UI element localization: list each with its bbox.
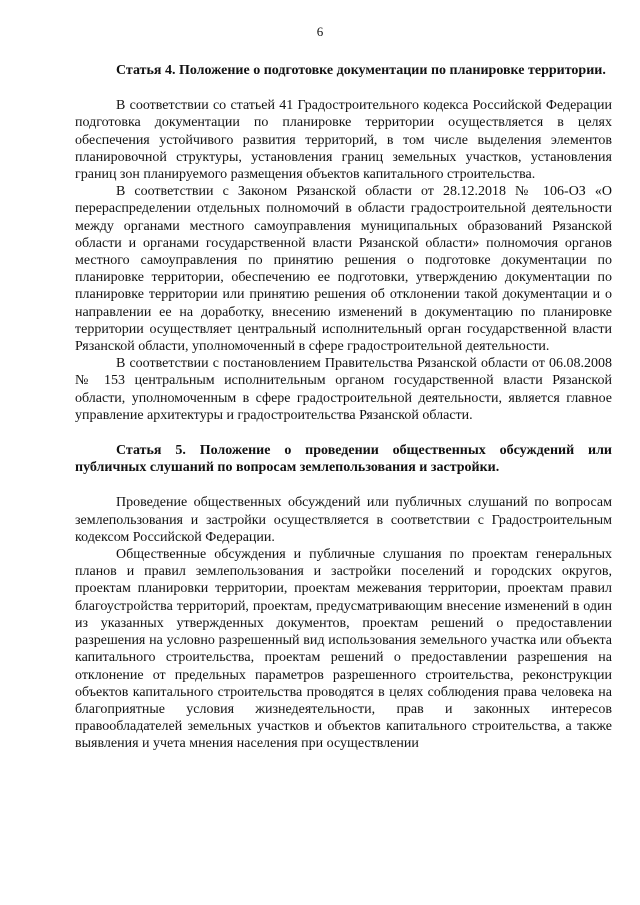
spacer [75,79,612,97]
article-4-paragraph: В соответствии со статьей 41 Градостроительного кодекса Российской Федерации подготовка документации по планировке территории осуществляется в целях обеспечения устойчивого развития территорий, в том числе выделения элементов планировочной структуры, установления границ земельных участков, установления границ зон планируемого размещения объектов капитального строительства. [75,98,612,183]
article-5-heading: Статья 5. Положение о проведении общественных обсуждений или публичных слушаний по вопросам землепользования и застройки. [75,443,612,476]
article-4-paragraph: В соответствии с Законом Рязанской области от 28.12.2018 № 106-ОЗ «О перераспределении отдельных полномочий в области градостроительной деятельности между органами местного самоуправления муниципальных образований Рязанской области и органами государственной власти Рязанской области» полномочия органов местного самоуправления по принятию решения о подготовке документации по планировке территории, обеспечению ее подготовки, утверждению документации по планировке территории или принятию решения об отклонении такой документации и о направлении ее на доработку, внесению изменений в документацию по планировке территории осуществляет центральный исполнительный орган государственной власти Рязанской области, уполномоченный в сфере градостроительной деятельности. [75,184,612,355]
spacer [75,476,612,494]
spacer [75,424,612,442]
article-5-paragraph: Проведение общественных обсуждений или публичных слушаний по вопросам землепользования и застройки осуществляется в соответствии с Градостроительным кодексом Российской Федерации. [75,495,612,545]
article-4-heading: Статья 4. Положение о подготовке документации по планировке территории. [116,63,606,78]
page-content [75,62,612,753]
article-5-paragraph: Общественные обсуждения и публичные слушания по проектам генеральных планов и правил землепользования и застройки поселений и городских округов, проектам планировки территории, проектам межевания территории, проектам правил благоустройства территорий, проектам, предусматривающим внесение изменений в один из указанных утвержденных документов, проектам решений о предоставлении разрешения на условно разрешенный вид использования земельного участка или объекта капитального строительства, проектам решений о предоставлении разрешения на отклонение от предельных параметров разрешенного строительства, реконструкции объектов капитального строительства проводятся в целях соблюдения права человека на благоприятные условия жизнедеятельности, прав и законных интересов правообладателей земельных участков и объектов капитального строительства, а также выявления и учета мнения населения при осуществлении [75,547,612,752]
page-number: 6 [316,24,324,39]
article-4-paragraph: В соответствии с постановлением Правительства Рязанской области от 06.08.2008 № 153 центральным исполнительным органом государственной власти Рязанской области, уполномоченным в сфере градостроительной деятельности, является главное управление архитектуры и градостроительства Рязанской области. [75,356,612,423]
